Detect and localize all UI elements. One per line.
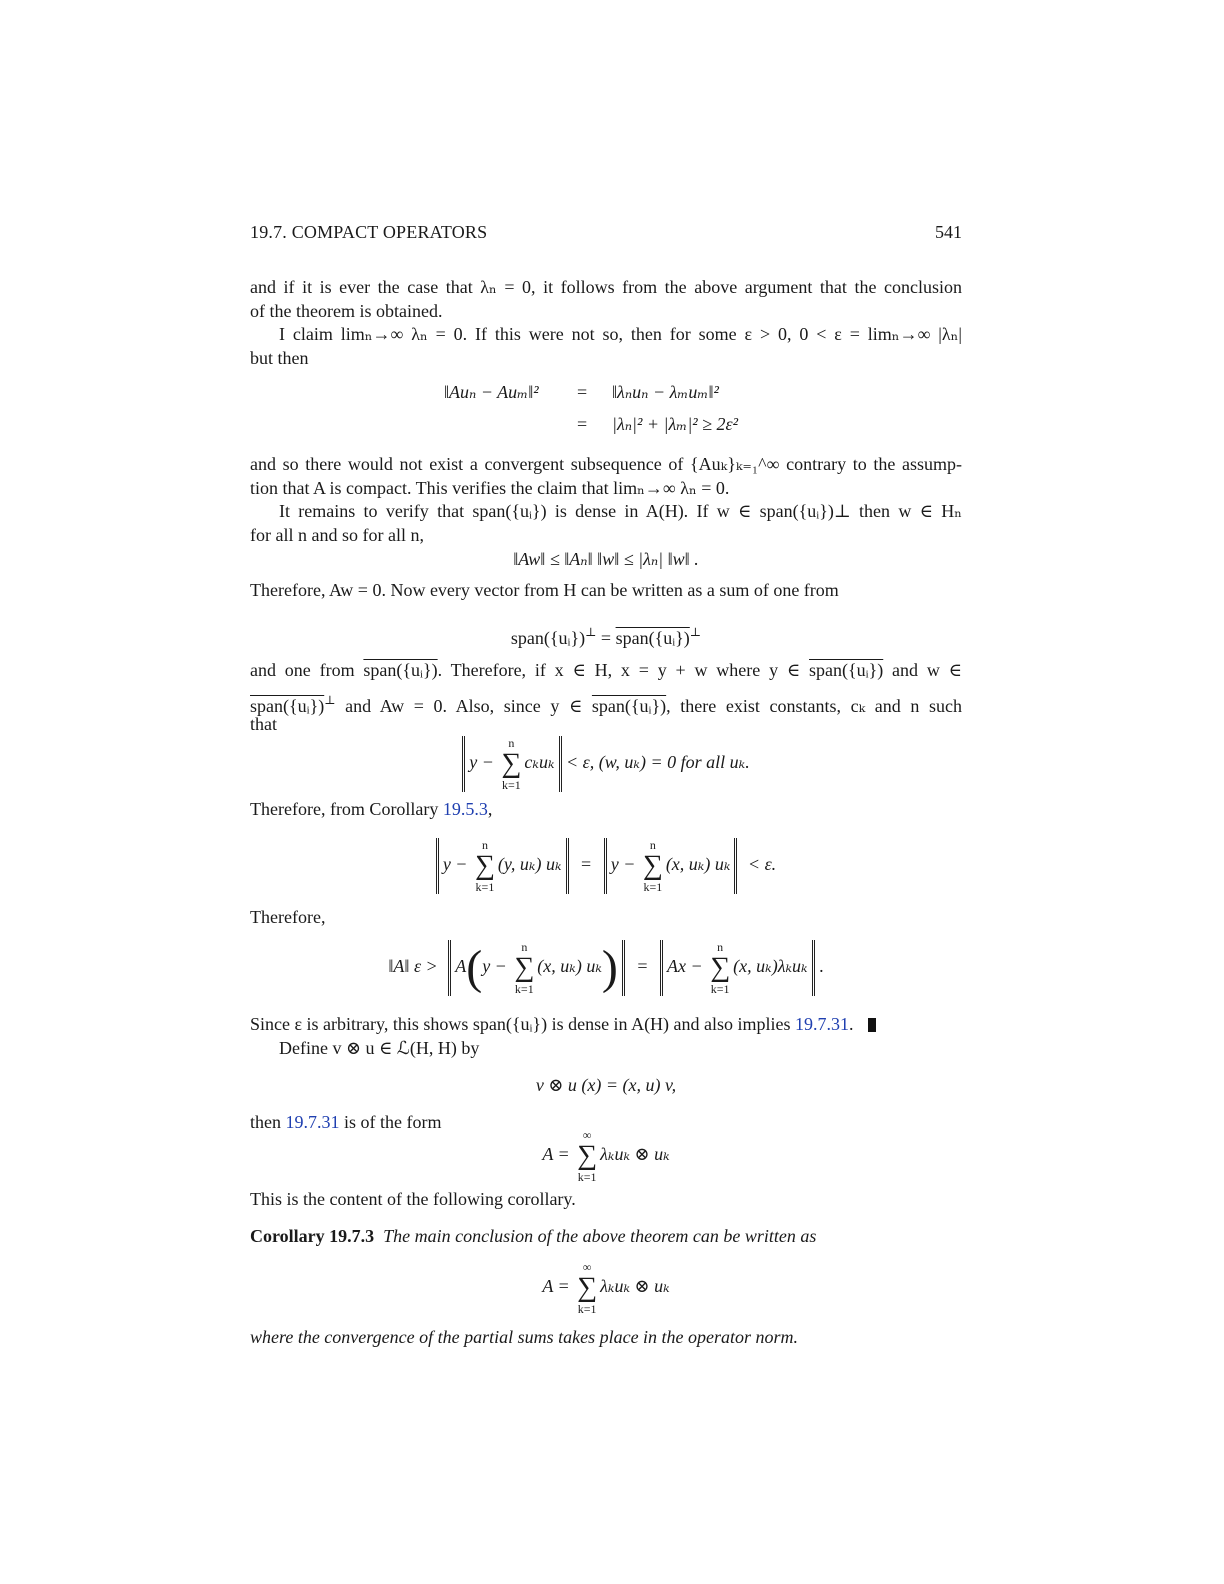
text-run: is of the form [339, 1112, 442, 1132]
text-line: that [250, 714, 277, 734]
sigma: ∑ [474, 850, 495, 881]
sum-lower: k=1 [710, 982, 730, 996]
equation-array-1 [250, 380, 962, 440]
corollary-statement [250, 1224, 962, 1248]
equals-sign: = [637, 956, 648, 977]
text-run: and Aw = 0. Also, since y ∈ [335, 696, 592, 716]
corollary-text: where the convergence of the partial sums takes place in the operator norm. [250, 1327, 799, 1347]
sum-upper: ∞ [582, 1260, 592, 1274]
period: . [819, 956, 824, 977]
equation-norm-bound: ‖Aw‖ ≤ ‖Aₙ‖ ‖w‖ ≤ |λₙ| ‖w‖ . [513, 549, 699, 569]
paragraph-2 [250, 322, 962, 370]
corollary-block [250, 1224, 962, 1248]
paragraph-7 [250, 797, 962, 821]
sum-lower: k=1 [502, 778, 521, 792]
corollary-label: Corollary 19.7.3 [250, 1226, 375, 1246]
sum-upper: n [717, 940, 724, 954]
sum-lower: k=1 [577, 1302, 597, 1316]
span-closure: span({uᵢ}) [615, 628, 690, 648]
sum-upper: n [508, 736, 515, 750]
equation-spectral-form [250, 1128, 962, 1184]
span-term: span({uᵢ}) [510, 628, 586, 648]
text-run: . Therefore, if x ∈ H, x = y + w where y ∈ [437, 660, 810, 680]
equation-approximation [250, 736, 962, 792]
paragraph-12 [250, 1187, 962, 1211]
sum-symbol [643, 838, 663, 894]
math-term: A = [542, 1144, 575, 1165]
sum-upper: n [649, 838, 656, 852]
text-line: and so there would not exist a convergent subsequence of {Auₖ}ₖ₌₁^∞ contrary to the assump- [250, 454, 962, 474]
sum-upper: ∞ [582, 1128, 592, 1142]
equation-link[interactable]: 19.7.31 [285, 1112, 340, 1132]
sum-symbol [577, 1260, 597, 1316]
sum-symbol [710, 940, 730, 996]
text-line: for all n and so for all n, [250, 525, 424, 545]
math-term: cₖuₖ [524, 752, 555, 773]
text-line: Define v ⊗ u ∈ ℒ(H, H) by [279, 1038, 480, 1058]
equation-link[interactable]: 19.7.31 [795, 1014, 850, 1034]
sum-lower: k=1 [475, 880, 495, 894]
math-term: < ε, (w, uₖ) = 0 for all uₖ. [561, 752, 750, 773]
span-closure: span({uᵢ}) [363, 660, 438, 680]
text-run: and one from [250, 660, 364, 680]
math-term: λₖuₖ ⊗ uₖ [600, 1144, 670, 1165]
sum-lower: k=1 [643, 880, 663, 894]
text-line [250, 658, 962, 682]
right-paren: ) [601, 941, 618, 994]
text-line: tion that A is compact. This verifies the claim that limₙ→∞ λₙ = 0. [250, 478, 730, 498]
text-line [250, 1012, 962, 1036]
sum-symbol [577, 1128, 597, 1184]
text-line [250, 1325, 962, 1349]
sum-upper: n [521, 940, 528, 954]
text-line [250, 797, 962, 821]
math-term: Ax − [667, 956, 708, 977]
span-closure: span({uᵢ}) [591, 696, 667, 716]
equation-projection [250, 838, 962, 894]
perp-symbol: ⊥ [689, 625, 702, 639]
text-line: I claim limₙ→∞ λₙ = 0. If this were not so, then for some ε > 0, 0 < ε = limₙ→∞ |λₙ| [279, 324, 962, 344]
math-term: (x, uₖ) uₖ [537, 956, 602, 977]
text-run: Since ε is arbitrary, this shows span({uᵢ}) is dense in A(H) and also implies [250, 1014, 796, 1034]
norm-bars [604, 838, 738, 894]
equals-sign: = [596, 628, 616, 648]
equation-span-perp [250, 620, 962, 650]
eq-row1-rhs: ‖λₙuₙ − λₘuₘ‖² [612, 382, 719, 402]
math-term: y − [442, 854, 472, 875]
corollary-text: The main conclusion of the above theorem can be written as [383, 1226, 817, 1246]
sum-symbol [514, 940, 534, 996]
text-run: . [849, 1014, 854, 1034]
math-term: y − [469, 752, 499, 773]
sum-symbol [475, 838, 495, 894]
paragraph-4 [250, 499, 962, 547]
text-line: Therefore, [250, 907, 326, 927]
math-term: y − [610, 854, 640, 875]
running-header [250, 220, 962, 244]
sum-lower: k=1 [514, 982, 534, 996]
sigma: ∑ [642, 850, 663, 881]
math-term: (x, uₖ) uₖ [665, 854, 731, 875]
text-line: of the theorem is obtained. [250, 301, 443, 321]
sigma: ∑ [710, 952, 731, 983]
corollary-link[interactable]: 19.5.3 [442, 799, 488, 819]
equals-sign: = [581, 854, 592, 875]
sum-lower: k=1 [577, 1170, 597, 1184]
sigma: ∑ [501, 748, 522, 779]
sigma: ∑ [577, 1140, 598, 1171]
text-run: Therefore, from Corollary [250, 799, 443, 819]
text-line: Therefore, Aw = 0. Now every vector from H can be written as a sum of one from [250, 580, 839, 600]
eq-row2-rel: = [577, 414, 588, 434]
corollary-equation [250, 1260, 962, 1316]
norm-bars [448, 940, 625, 996]
paragraph-1 [250, 275, 962, 323]
math-term: A [455, 956, 467, 977]
eq-row1-lhs: ‖Auₙ − Auₘ‖² [444, 382, 539, 402]
text-line [250, 688, 962, 716]
math-term: A = [542, 1276, 575, 1297]
equation-operator-bound [250, 940, 962, 996]
sigma: ∑ [514, 952, 535, 983]
sigma: ∑ [577, 1272, 598, 1303]
span-closure: span({uᵢ}) [250, 696, 325, 716]
norm-bars [660, 940, 815, 996]
eq-row2-rhs: |λₙ|² + |λₘ|² ≥ 2ε² [612, 414, 739, 434]
perp-symbol: ⊥ [324, 693, 336, 707]
text-run: , there exist constants, cₖ and n such [666, 696, 962, 716]
math-term: ‖A‖ ε > [388, 956, 438, 977]
perp-symbol: ⊥ [585, 625, 597, 639]
paragraph-3 [250, 452, 962, 500]
math-term: < ε. [747, 854, 777, 875]
math-term: y − [482, 956, 512, 977]
math-term: (y, uₖ) uₖ [497, 854, 562, 875]
qed-symbol [868, 1018, 876, 1032]
eq-row1-rel: = [577, 382, 588, 402]
text-line: This is the content of the following corollary. [250, 1189, 576, 1209]
equation-tensor-def: v ⊗ u (x) = (x, u) v, [535, 1075, 677, 1095]
paragraph-6 [250, 658, 962, 736]
section-title: 19.7. COMPACT OPERATORS [250, 222, 488, 242]
corollary-closing [250, 1325, 962, 1349]
sum-upper: n [481, 838, 488, 852]
paragraph-9 [250, 1012, 962, 1060]
page-number: 541 [935, 222, 962, 242]
text-line: and if it is ever the case that λₙ = 0, it follows from the above argument that the conclusion [250, 277, 962, 297]
text-line: but then [250, 348, 309, 368]
span-closure: span({uᵢ}) [809, 660, 884, 680]
paragraph-5 [250, 578, 962, 602]
text-run: , [487, 799, 493, 819]
sum-symbol [501, 736, 521, 792]
text-line: It remains to verify that span({uᵢ}) is dense in A(H). If w ∈ span({uᵢ})⊥ then w ∈ Hₙ [279, 501, 962, 521]
text-run: then [250, 1112, 286, 1132]
norm-bars [462, 736, 561, 792]
paragraph-8 [250, 905, 962, 929]
math-term: λₖuₖ ⊗ uₖ [600, 1276, 670, 1297]
text-run: and w ∈ [883, 660, 962, 680]
norm-bars [436, 838, 569, 894]
math-term: (x, uₖ)λₖuₖ [733, 956, 808, 977]
left-paren: ( [466, 941, 483, 994]
